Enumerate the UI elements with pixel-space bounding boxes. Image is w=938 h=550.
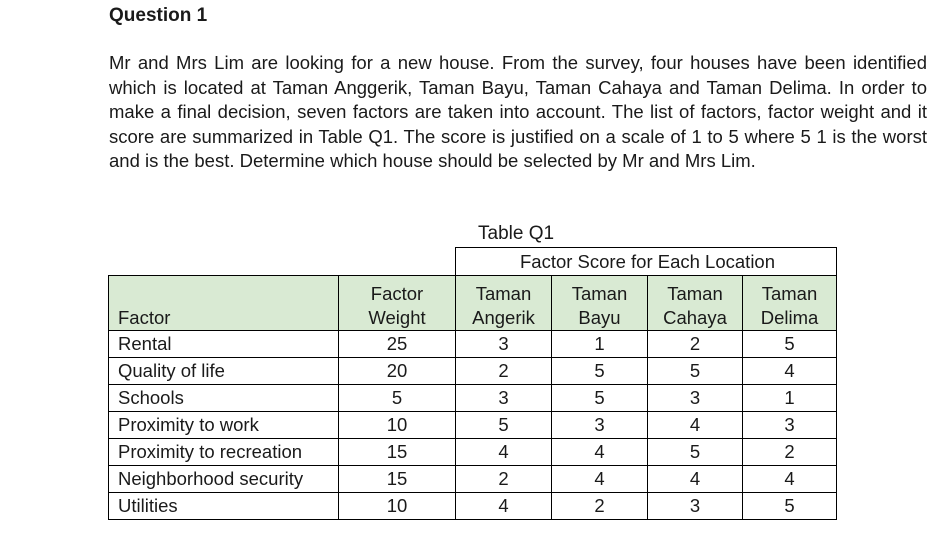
blank-header-cell bbox=[109, 248, 456, 276]
location-header-line2: Delima bbox=[760, 307, 819, 328]
table-row bbox=[109, 358, 837, 385]
score-cell: 4 bbox=[743, 466, 837, 493]
table-row bbox=[109, 466, 837, 493]
score-cell: 4 bbox=[552, 466, 648, 493]
score-cell: 5 bbox=[743, 493, 837, 520]
score-cell: 1 bbox=[552, 331, 648, 358]
factor-name-cell: Proximity to recreation bbox=[109, 439, 339, 466]
weight-column-header bbox=[339, 276, 456, 331]
location-header-line2: Bayu bbox=[578, 307, 621, 328]
factor-name-cell: Quality of life bbox=[109, 358, 339, 385]
factor-weight-cell: 10 bbox=[339, 412, 456, 439]
factor-name-cell: Rental bbox=[109, 331, 339, 358]
table-row bbox=[109, 331, 837, 358]
weight-header-line1: Factor bbox=[370, 283, 424, 304]
location-column-header bbox=[456, 276, 552, 331]
score-cell: 5 bbox=[456, 412, 552, 439]
weight-header-line2: Weight bbox=[368, 307, 426, 328]
score-cell: 3 bbox=[648, 385, 743, 412]
factor-weight-cell: 15 bbox=[339, 466, 456, 493]
location-column-header bbox=[648, 276, 743, 331]
table-row bbox=[109, 412, 837, 439]
factor-weight-cell: 5 bbox=[339, 385, 456, 412]
location-header-line1: Taman bbox=[667, 283, 723, 304]
factor-column-header-label: Factor bbox=[118, 307, 171, 328]
table-column-header-row bbox=[109, 276, 837, 331]
factor-column-header bbox=[109, 276, 339, 331]
score-cell: 3 bbox=[552, 412, 648, 439]
score-cell: 4 bbox=[552, 439, 648, 466]
score-cell: 3 bbox=[456, 331, 552, 358]
score-cell: 5 bbox=[552, 385, 648, 412]
factor-weight-cell: 15 bbox=[339, 439, 456, 466]
location-column-header bbox=[743, 276, 837, 331]
score-cell: 4 bbox=[456, 439, 552, 466]
score-cell: 3 bbox=[743, 412, 837, 439]
score-cell: 2 bbox=[743, 439, 837, 466]
score-cell: 3 bbox=[456, 385, 552, 412]
table-row bbox=[109, 385, 837, 412]
table-group-header-row bbox=[109, 248, 837, 276]
factor-weight-cell: 10 bbox=[339, 493, 456, 520]
location-group-header: Factor Score for Each Location bbox=[456, 248, 837, 276]
question-paragraph: Mr and Mrs Lim are looking for a new house. From the survey, four houses have been identified which is located at Taman Anggerik, Taman Bayu, Taman Cahaya and Taman Delima. In order to make a final decision, seven factors are taken into account. The list of factors, factor weight and it score are summarized in Table Q1. The score is justified on a scale of 1 to 5 where 5 1 is the worst and is the best. Determine which house should be selected by Mr and Mrs Lim. bbox=[109, 52, 927, 171]
location-header-line2: Angerik bbox=[472, 307, 535, 328]
question-heading: Question 1 bbox=[109, 5, 208, 26]
table-caption: Table Q1 bbox=[478, 223, 555, 244]
factor-name-cell: Neighborhood security bbox=[109, 466, 339, 493]
score-cell: 4 bbox=[648, 412, 743, 439]
score-cell: 2 bbox=[552, 493, 648, 520]
factor-name-cell: Schools bbox=[109, 385, 339, 412]
factor-weight-cell: 20 bbox=[339, 358, 456, 385]
score-cell: 4 bbox=[456, 493, 552, 520]
score-cell: 1 bbox=[743, 385, 837, 412]
factor-name-cell: Proximity to work bbox=[109, 412, 339, 439]
factor-name-cell: Utilities bbox=[109, 493, 339, 520]
location-header-line2: Cahaya bbox=[663, 307, 727, 328]
score-cell: 3 bbox=[648, 493, 743, 520]
score-cell: 5 bbox=[648, 358, 743, 385]
table-row bbox=[109, 439, 837, 466]
location-header-line1: Taman bbox=[571, 283, 628, 304]
location-column-header bbox=[552, 276, 648, 331]
factor-weight-cell: 25 bbox=[339, 331, 456, 358]
factor-score-table bbox=[108, 247, 837, 520]
score-cell: 5 bbox=[743, 331, 837, 358]
score-cell: 4 bbox=[743, 358, 837, 385]
location-header-line1: Taman bbox=[475, 283, 532, 304]
score-cell: 4 bbox=[648, 466, 743, 493]
score-cell: 2 bbox=[456, 466, 552, 493]
score-cell: 2 bbox=[456, 358, 552, 385]
score-cell: 2 bbox=[648, 331, 743, 358]
score-cell: 5 bbox=[552, 358, 648, 385]
location-header-line1: Taman bbox=[761, 283, 818, 304]
table-row bbox=[109, 493, 837, 520]
score-cell: 5 bbox=[648, 439, 743, 466]
